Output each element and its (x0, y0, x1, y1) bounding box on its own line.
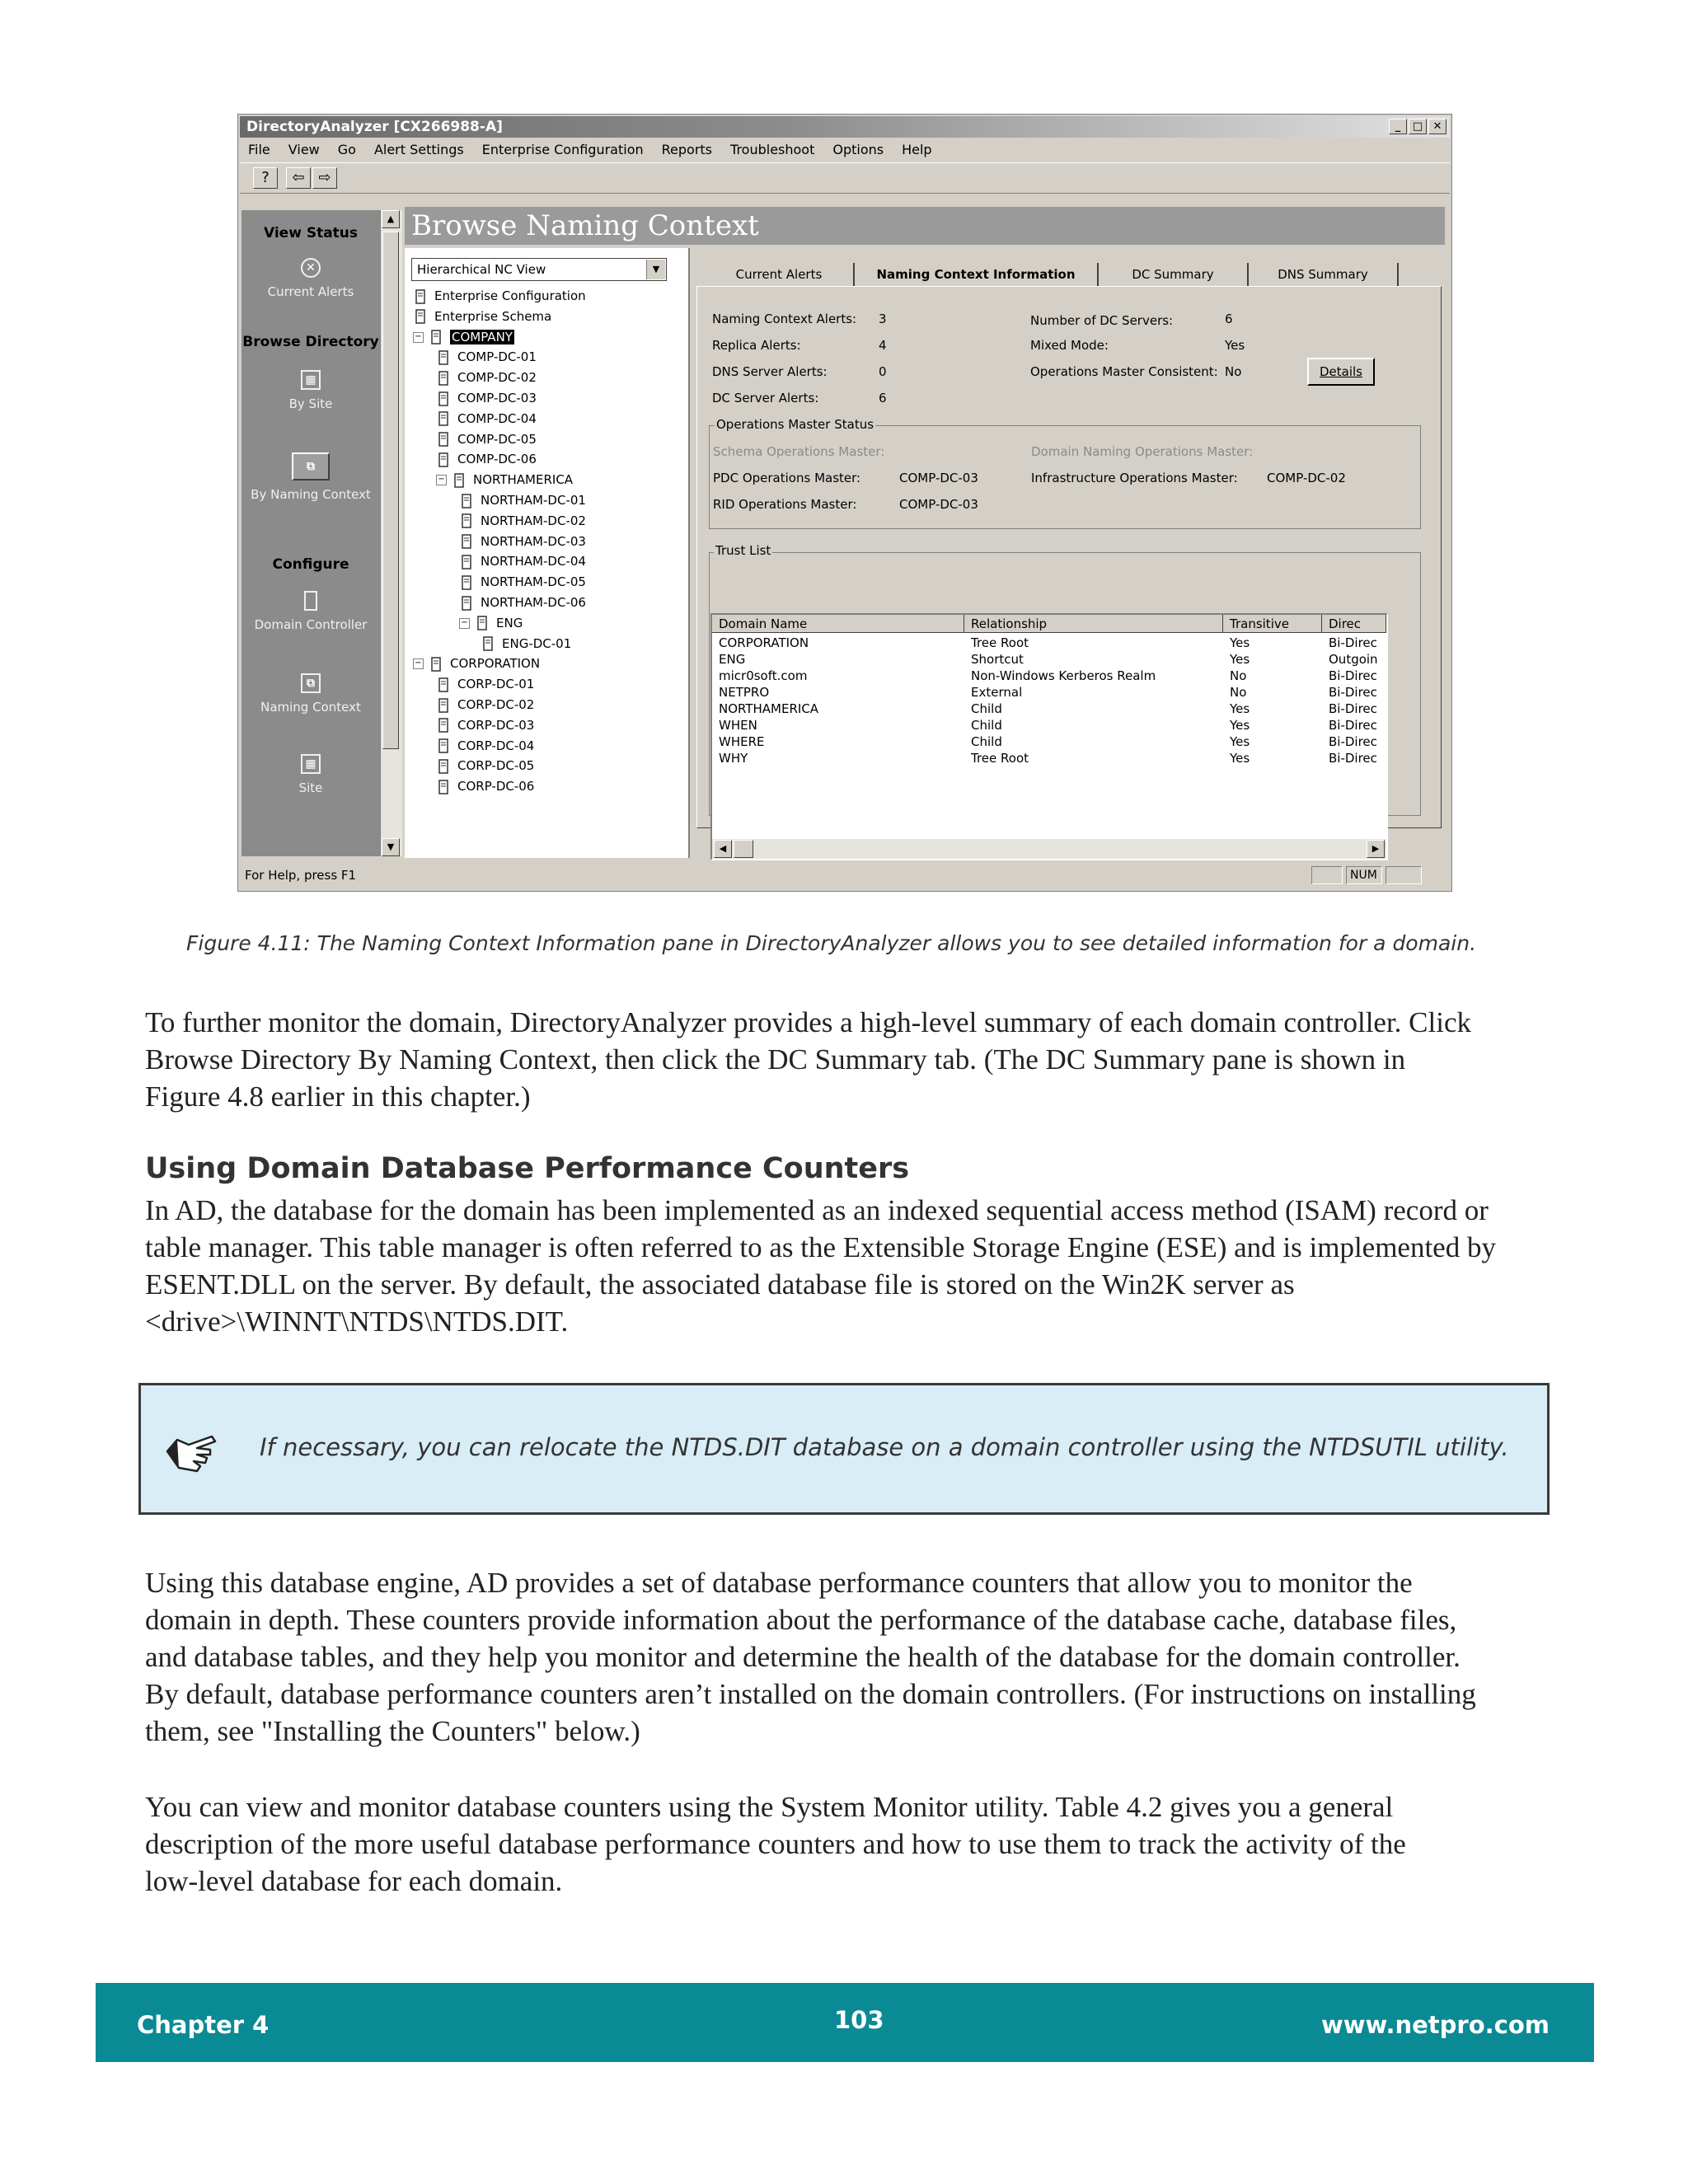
tree-node[interactable] (436, 388, 537, 408)
note-box (138, 1383, 1550, 1515)
trust-list-cell: WHERE (719, 734, 765, 749)
trust-list-cell: NETPRO (719, 685, 770, 700)
chevron-down-icon[interactable]: ▼ (646, 260, 665, 279)
trust-list-cell: Non-Windows Kerberos Realm (971, 668, 1156, 683)
trust-list-cell: Bi-Direc (1329, 718, 1377, 733)
tree-node[interactable] (459, 572, 586, 592)
app-window (237, 114, 1452, 892)
tree-node-label: COMP-DC-05 (457, 431, 537, 447)
trust-list-cell: Bi-Direc (1329, 734, 1377, 749)
browse-header: Browse Naming Context (405, 207, 1445, 245)
server-icon (436, 350, 451, 365)
tree-node[interactable] (436, 449, 537, 469)
footer-page-number: 103 (834, 2006, 884, 2034)
menu-view[interactable]: View (288, 142, 320, 157)
nav-domain-controller-label: Domain Controller (254, 617, 368, 632)
trust-list-cell: Bi-Direc (1329, 701, 1377, 716)
server-icon (459, 494, 474, 509)
domain-naming-master-label: Domain Naming Operations Master: (1031, 444, 1254, 459)
status-num-indicator: NUM (1346, 866, 1382, 884)
trust-list-cell: Tree Root (971, 751, 1029, 766)
server-icon (459, 596, 474, 611)
window-title: DirectoryAnalyzer [CX266988-A] (246, 119, 503, 135)
paragraph-1 (145, 1004, 1554, 1115)
tree-node-label: NORTHAM-DC-05 (481, 574, 586, 590)
server-icon (436, 698, 451, 713)
tab-current-alerts[interactable]: Current Alerts (705, 263, 855, 286)
tab-dc-summary[interactable]: DC Summary (1099, 263, 1249, 286)
tree-node-label: NORTHAM-DC-04 (481, 554, 586, 569)
trust-list-cell: CORPORATION (719, 635, 809, 650)
tree-node[interactable] (436, 429, 537, 449)
tab-dns-summary[interactable]: DNS Summary (1249, 263, 1399, 286)
tree-node[interactable] (413, 307, 551, 326)
tree-node-label: CORP-DC-03 (457, 717, 535, 733)
menu-enterprise-configuration[interactable]: Enterprise Configuration (481, 142, 644, 157)
tree-node[interactable] (436, 674, 534, 694)
server-icon (459, 575, 474, 590)
view-dropdown-value: Hierarchical NC View (417, 262, 546, 277)
replica-alerts-label: Replica Alerts: (712, 338, 801, 353)
tree-node-label: COMP-DC-02 (457, 370, 537, 386)
close-button[interactable]: ✕ (1428, 119, 1447, 134)
nav-by-naming-context-label: By Naming Context (251, 487, 371, 502)
minimize-button[interactable]: _ (1389, 119, 1407, 134)
trust-list-cell: NORTHAMERICA (719, 701, 819, 716)
server-icon (429, 330, 443, 344)
menu-options[interactable]: Options (832, 142, 884, 157)
trust-list-cell: ENG (719, 652, 746, 667)
menu-help[interactable]: Help (902, 142, 932, 157)
nav-heading-configure: Configure (272, 556, 349, 573)
menu-alert-settings[interactable]: Alert Settings (373, 142, 464, 157)
tree-node-label: CORP-DC-04 (457, 738, 535, 753)
server-icon (413, 309, 428, 324)
footer-website: www.netpro.com (1320, 2011, 1550, 2039)
naming-context-icon: ⧉ (292, 452, 330, 480)
paragraph-3-line-1: Using this database engine, AD provides a set of database performance counters that allow you to monitor the (145, 1567, 1413, 1599)
paragraph-4-line-3: low-level database for each domain. (145, 1865, 563, 1897)
tree-node[interactable] (459, 490, 586, 510)
tree-node-label: CORP-DC-02 (457, 697, 535, 712)
server-icon (429, 657, 443, 672)
menu-file[interactable]: File (248, 142, 270, 157)
details-button[interactable]: Details (1307, 358, 1375, 386)
scroll-thumb[interactable] (382, 232, 399, 749)
title-bar (240, 116, 1450, 138)
tree-node[interactable] (413, 327, 514, 347)
tree-node-label: NORTHAM-DC-03 (481, 533, 586, 549)
mixed-mode-value: Yes (1225, 338, 1245, 353)
status-help-text: For Help, press F1 (245, 868, 357, 883)
paragraph-2-line-3: ESENT.DLL on the server. By default, the associated database file is stored on the Win2K server as (145, 1268, 1295, 1301)
nav-heading-view-status: View Status (263, 225, 359, 241)
trust-list-cell: Yes (1230, 734, 1250, 749)
tree-node[interactable] (436, 756, 534, 776)
nav-heading-browse-directory: Browse Directory (242, 334, 379, 350)
tree-node-label: ENG (496, 615, 523, 630)
server-icon (436, 391, 451, 406)
toolbar (240, 162, 1450, 194)
server-icon (436, 452, 451, 467)
tree-node-label: Enterprise Configuration (434, 288, 586, 303)
trust-list-cell: Child (971, 718, 1002, 733)
menu-troubleshoot[interactable]: Troubleshoot (730, 142, 815, 157)
hscroll-thumb[interactable] (734, 840, 753, 858)
paragraph-4-line-2: description of the more useful database performance counters and how to use them to track the activity of the (145, 1828, 1406, 1860)
ops-master-consistent-label: Operations Master Consistent: (1030, 364, 1218, 379)
paragraph-1-line-2: Browse Directory By Naming Context, then click the DC Summary tab. (The DC Summary pane is shown in (145, 1043, 1406, 1076)
paragraph-4 (145, 1788, 1554, 1900)
status-bar (240, 863, 1450, 888)
collapse-icon[interactable]: − (413, 332, 424, 343)
ops-master-consistent-value: No (1225, 364, 1242, 379)
server-icon (459, 513, 474, 528)
dc-server-alerts-value: 6 (879, 391, 887, 405)
trust-list-cell: micr0soft.com (719, 668, 808, 683)
trust-column-header[interactable]: Direc (1322, 615, 1386, 633)
tree-node-label: COMPANY (452, 329, 513, 344)
server-icon (436, 738, 451, 753)
trust-list-cell: Bi-Direc (1329, 668, 1377, 683)
paragraph-1-line-1: To further monitor the domain, DirectoryAnalyzer provides a high-level summary of each domain controller. Click (145, 1006, 1472, 1038)
tree-node-label: NORTHAM-DC-06 (481, 595, 586, 610)
paragraph-3-line-5: them, see "Installing the Counters" below.) (145, 1715, 640, 1747)
trust-list-cell: WHY (719, 751, 748, 766)
nav-naming-context[interactable] (241, 673, 380, 715)
scroll-up-icon[interactable]: ▲ (382, 210, 400, 228)
trust-column-header[interactable]: Transitive (1223, 615, 1322, 633)
paragraph-4-line-1: You can view and monitor database counters using the System Monitor utility. Table 4.2 gives you a general (145, 1791, 1394, 1823)
tree-node-label: CORP-DC-05 (457, 758, 535, 774)
nav-domain-controller[interactable] (241, 591, 380, 632)
paragraph-2-line-2: table manager. This table manager is often referred to as the Extensible Storage Engine (ESE) and is implemented by (145, 1231, 1496, 1263)
tree-node[interactable] (459, 593, 586, 612)
paragraph-2-line-4: <drive>\WINNT\NTDS\NTDS.DIT. (145, 1305, 569, 1338)
trust-column-header[interactable]: Domain Name (712, 615, 964, 633)
server-icon (436, 677, 451, 692)
tree-node[interactable] (481, 634, 571, 654)
num-dc-servers-label: Number of DC Servers: (1030, 313, 1174, 328)
trust-list-hscrollbar[interactable] (712, 839, 1386, 859)
scroll-left-icon[interactable]: ◀ (714, 840, 732, 858)
detail-pane (693, 248, 1445, 856)
note-text: If necessary, you can relocate the NTDS.DIT database on a domain controller using the NTDSUTIL utility. (260, 1433, 1509, 1461)
page-footer (96, 1983, 1594, 2062)
dns-server-alerts-label: DNS Server Alerts: (712, 364, 828, 379)
trust-list-table[interactable] (710, 613, 1388, 860)
collapse-icon[interactable]: − (413, 658, 424, 669)
server-icon (436, 759, 451, 774)
tree-node[interactable] (436, 736, 534, 756)
tree-pane (405, 248, 690, 858)
tree-node-label: ENG-DC-01 (502, 635, 572, 651)
tree-node[interactable] (459, 613, 523, 633)
paragraph-3-line-4: By default, database performance counters aren’t installed on the domain controllers. (For instructions on installing (145, 1678, 1476, 1710)
pointing-hand-note-icon (164, 1427, 222, 1474)
server-icon (452, 473, 467, 488)
operations-master-status-caption: Operations Master Status (716, 417, 874, 432)
trust-list-cell: Child (971, 701, 1002, 716)
back-arrow-icon[interactable]: ⇦ (286, 167, 311, 189)
server-icon (459, 534, 474, 549)
status-indicator-blank-2 (1386, 866, 1422, 884)
schema-master-label: Schema Operations Master: (713, 444, 885, 459)
trust-list-cell: No (1230, 685, 1247, 700)
tree-node-label: COMP-DC-06 (457, 452, 537, 467)
nav-scrollbar[interactable] (380, 210, 402, 856)
trust-list-cell: Yes (1230, 635, 1250, 650)
infrastructure-master-label: Infrastructure Operations Master: (1031, 471, 1238, 485)
tree-node-label: CORP-DC-01 (457, 677, 535, 692)
collapse-icon[interactable]: − (436, 475, 447, 485)
tree-node-label: CORP-DC-06 (457, 779, 535, 794)
tree-node-label: NORTHAMERICA (473, 472, 574, 488)
paragraph-2 (145, 1192, 1554, 1340)
pdc-master-value: COMP-DC-03 (899, 471, 978, 485)
nav-by-naming-context[interactable] (241, 452, 380, 502)
maximize-button[interactable]: □ (1409, 119, 1427, 134)
tree-node-label: COMP-DC-03 (457, 391, 537, 405)
figure-caption: Figure 4.11: The Naming Context Information pane in DirectoryAnalyzer allows you to see detailed information for a domain. (186, 931, 1477, 955)
trust-list-cell: Yes (1230, 652, 1250, 667)
forward-arrow-icon[interactable]: ⇨ (312, 167, 337, 189)
mixed-mode-label: Mixed Mode: (1030, 338, 1109, 353)
tree-node[interactable] (436, 470, 573, 490)
menu-go[interactable]: Go (337, 142, 356, 157)
naming-context-alerts-value: 3 (879, 312, 887, 326)
infrastructure-master-value: COMP-DC-02 (1267, 471, 1346, 485)
trust-column-header[interactable]: Relationship (964, 615, 1223, 633)
server-icon (304, 591, 317, 611)
menu-reports[interactable]: Reports (661, 142, 713, 157)
trust-list-cell: Child (971, 734, 1002, 749)
nav-site[interactable] (241, 754, 380, 795)
server-icon (436, 780, 451, 794)
menu-bar (240, 139, 1450, 161)
tree-node[interactable] (413, 286, 586, 306)
scroll-right-icon[interactable]: ▶ (1367, 840, 1385, 858)
nav-site-label: Site (298, 780, 323, 795)
nav-naming-context-label: Naming Context (260, 700, 361, 715)
status-indicator-blank (1311, 866, 1343, 884)
section-heading: Using Domain Database Performance Counters (145, 1152, 910, 1185)
nav-current-alerts[interactable] (241, 258, 380, 299)
replica-alerts-value: 4 (879, 338, 887, 353)
trust-list-cell: Yes (1230, 718, 1250, 733)
dc-server-alerts-label: DC Server Alerts: (712, 391, 819, 405)
nav-current-alerts-label: Current Alerts (267, 284, 354, 299)
naming-context-small-icon: ⧉ (301, 673, 321, 693)
trust-list-cell: Tree Root (971, 635, 1029, 650)
trust-list-cell: Bi-Direc (1329, 685, 1377, 700)
alert-x-icon: ✕ (301, 258, 321, 278)
left-navigation (241, 210, 380, 856)
tree-node[interactable] (436, 776, 534, 796)
dns-server-alerts-value: 0 (879, 364, 887, 379)
tree-node[interactable] (436, 695, 534, 715)
paragraph-3-line-3: and database tables, and they help you monitor and determine the health of the database for the domain controller. (145, 1641, 1461, 1673)
server-icon (413, 289, 428, 304)
tree-node[interactable] (459, 511, 586, 531)
tree-node-label: NORTHAM-DC-01 (481, 493, 586, 508)
footer-chapter: Chapter 4 (137, 2011, 270, 2039)
tree-node[interactable] (459, 532, 586, 551)
server-icon (459, 555, 474, 569)
paragraph-2-line-1: In AD, the database for the domain has been implemented as an indexed sequential access method (ISAM) record or (145, 1194, 1489, 1226)
rid-master-value: COMP-DC-03 (899, 497, 978, 512)
trust-list-cell: Bi-Direc (1329, 751, 1377, 766)
view-dropdown[interactable] (411, 258, 667, 281)
server-icon (436, 411, 451, 426)
pdc-master-label: PDC Operations Master: (713, 471, 861, 485)
naming-context-info-panel (696, 286, 1442, 854)
help-icon[interactable]: ? (253, 167, 278, 189)
trust-list-cell: No (1230, 668, 1247, 683)
server-icon (436, 718, 451, 733)
trust-list-cell: Yes (1230, 751, 1250, 766)
trust-list-cell: Shortcut (971, 652, 1024, 667)
num-dc-servers-value: 6 (1225, 312, 1233, 326)
operations-master-status-group (709, 417, 1421, 529)
tab-naming-context-information[interactable]: Naming Context Information (855, 263, 1099, 286)
site-icon: ▦ (301, 370, 321, 390)
nav-by-site[interactable] (241, 370, 380, 411)
tree-node[interactable] (436, 347, 537, 367)
tree-node-label: COMP-DC-01 (457, 349, 537, 365)
rid-master-label: RID Operations Master: (713, 497, 857, 512)
scroll-down-icon[interactable]: ▼ (382, 838, 400, 856)
site-small-icon: ▦ (301, 754, 321, 774)
trust-list-cell: Bi-Direc (1329, 635, 1377, 650)
trust-list-cell: WHEN (719, 718, 757, 733)
nav-by-site-label: By Site (288, 396, 333, 411)
trust-list-cell: Yes (1230, 701, 1250, 716)
server-icon (436, 371, 451, 386)
tree-node-label: Enterprise Schema (434, 308, 552, 324)
server-icon (436, 432, 451, 447)
trust-list-cell: External (971, 685, 1023, 700)
paragraph-3-line-2: domain in depth. These counters provide information about the performance of the database cache, database files, (145, 1604, 1457, 1636)
tree-node[interactable] (436, 715, 534, 735)
trust-list-cell: Outgoin (1329, 652, 1378, 667)
paragraph-1-line-3: Figure 4.8 earlier in this chapter.) (145, 1080, 531, 1113)
tree-node[interactable] (459, 551, 586, 571)
server-icon (481, 636, 495, 651)
tree-node[interactable] (413, 654, 540, 673)
trust-list-caption: Trust List (715, 543, 771, 558)
collapse-icon[interactable]: − (459, 618, 470, 629)
naming-context-alerts-label: Naming Context Alerts: (712, 312, 857, 326)
tree-node-label: COMP-DC-04 (457, 410, 537, 426)
server-icon (475, 616, 490, 630)
tree-node-label: CORPORATION (450, 656, 541, 672)
tree-node[interactable] (436, 368, 537, 387)
paragraph-3 (145, 1564, 1554, 1750)
tree-node[interactable] (436, 409, 537, 429)
tree-node-label: NORTHAM-DC-02 (481, 513, 586, 528)
